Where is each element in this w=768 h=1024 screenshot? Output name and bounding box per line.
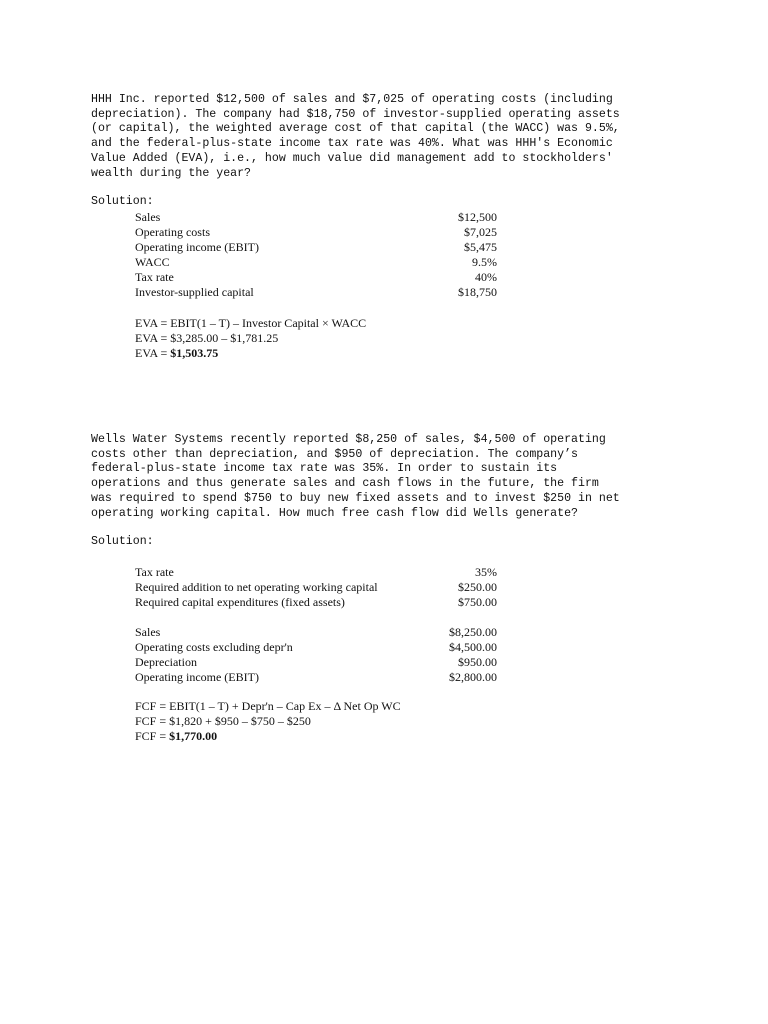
row-label: Depreciation (135, 655, 197, 669)
eva-calculation: EVA = $3,285.00 – $1,781.25 (135, 331, 279, 345)
question-line: federal-plus-state income tax rate was 35%. In order to sustain its (91, 462, 558, 476)
row-label: Tax rate (135, 565, 174, 579)
question-line: Wells Water Systems recently reported $8,250 of sales, $4,500 of operating (91, 433, 606, 446)
table-row (135, 655, 497, 670)
row-value: $18,750 (458, 285, 497, 299)
table-row (135, 670, 497, 685)
eva-result (135, 346, 218, 361)
problem1-question (91, 93, 671, 181)
table-row (135, 285, 497, 300)
problem2-question (91, 433, 671, 521)
question-line: and the federal-plus-state income tax rate was 40%. What was HHH's Economic (91, 137, 613, 151)
row-label: Sales (135, 625, 161, 639)
row-label: WACC (135, 255, 170, 269)
row-label: Investor-supplied capital (135, 285, 254, 299)
row-label: Operating costs (135, 225, 210, 239)
problem2-solution-label: Solution: (91, 535, 154, 548)
table-row (135, 580, 497, 595)
row-value: $250.00 (458, 580, 497, 594)
fcf-result-prefix: FCF = (135, 729, 170, 743)
row-value: $950.00 (458, 655, 497, 669)
question-line: was required to spend $750 to buy new fixed assets and to invest $250 in net (91, 491, 620, 505)
row-label: Required capital expenditures (fixed assets) (135, 595, 345, 609)
row-value: $5,475 (464, 240, 497, 254)
table-row (135, 270, 497, 285)
row-value: 9.5% (472, 255, 497, 269)
table-row (135, 565, 497, 580)
table-row (135, 225, 497, 240)
question-line: costs other than depreciation, and $950 of depreciation. The company’s (91, 447, 579, 461)
row-label: Operating income (EBIT) (135, 240, 259, 254)
row-value: 35% (475, 565, 497, 579)
table-row (135, 595, 497, 610)
row-value: $750.00 (458, 595, 497, 609)
question-line: operations and thus generate sales and cash flows in the future, the firm (91, 477, 599, 491)
row-value: $8,250.00 (449, 625, 497, 639)
table-row (135, 255, 497, 270)
row-value: $7,025 (464, 225, 497, 239)
row-label: Operating costs excluding depr'n (135, 640, 293, 654)
row-label: Tax rate (135, 270, 174, 284)
table-row (135, 640, 497, 655)
row-value: $2,800.00 (449, 670, 497, 684)
eva-formula: EVA = EBIT(1 – T) – Investor Capital × WACC (135, 316, 367, 330)
fcf-result (135, 729, 217, 744)
row-value: $4,500.00 (449, 640, 497, 654)
row-label: Sales (135, 210, 161, 224)
question-line: operating working capital. How much free cash flow did Wells generate? (91, 506, 579, 520)
question-line: wealth during the year? (91, 166, 252, 180)
fcf-result-value: $1,770.00 (169, 729, 218, 743)
question-line: HHH Inc. reported $12,500 of sales and $7,025 of operating costs (including (91, 93, 613, 106)
table-row (135, 625, 497, 640)
fcf-formula: FCF = EBIT(1 – T) + Depr'n – Cap Ex – Δ Net Op WC (135, 699, 401, 713)
table-row (135, 210, 497, 225)
row-value: $12,500 (458, 210, 497, 224)
question-line: depreciation). The company had $18,750 of investor-supplied operating assets (91, 107, 620, 121)
row-value: 40% (475, 270, 497, 284)
eva-result-value: $1,503.75 (170, 346, 219, 360)
question-line: (or capital), the weighted average cost of that capital (the WACC) was 9.5%, (91, 122, 620, 136)
table-row (135, 240, 497, 255)
eva-result-prefix: EVA = (135, 346, 171, 360)
problem1-solution-label: Solution: (91, 195, 154, 208)
row-label: Operating income (EBIT) (135, 670, 259, 684)
fcf-calculation: FCF = $1,820 + $950 – $750 – $250 (135, 714, 311, 728)
question-line: Value Added (EVA), i.e., how much value did management add to stockholders' (91, 151, 613, 165)
row-label: Required addition to net operating working capital (135, 580, 378, 594)
